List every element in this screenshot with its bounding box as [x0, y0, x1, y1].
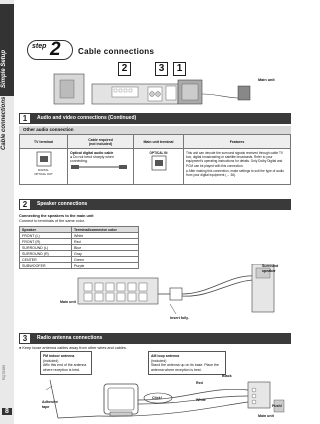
step-number: 2	[50, 39, 61, 60]
speaker-intro	[19, 214, 93, 224]
speaker-intro-title: Connecting the speakers to the main unit	[19, 214, 94, 218]
callout-3: 3	[155, 62, 168, 76]
am-antenna-title: AM loop antenna	[151, 354, 180, 358]
cable-text: Optical digital audio cable	[70, 151, 114, 155]
side-tab	[0, 0, 14, 424]
fm-antenna-text: Affix this end of the antenna where reception is best.	[43, 363, 87, 372]
callout-2: 2	[118, 62, 131, 76]
main-unit-label-top: Main unit	[258, 78, 275, 82]
am-antenna-sub: (included)	[151, 358, 167, 363]
section-2-header	[19, 199, 291, 210]
side-tab-section: Cable connections	[1, 96, 7, 150]
side-tab-title: Simple Setup	[1, 49, 7, 88]
features-text: This unit can decode the surround signals received through cable TV box, digital broadcasting or satellite broadcasts. Refer to your equipment's operating instructions for details. Only Dolby Digital and PCM can be played with this connection.	[186, 151, 284, 168]
push-label: Push!	[272, 404, 282, 408]
speaker-name: FRONT (R)	[20, 239, 72, 245]
callout-1: 1	[173, 62, 186, 76]
antenna-illustration	[38, 378, 290, 422]
audio-connection-table	[19, 134, 291, 185]
surround-speaker-label: Surround speaker	[262, 264, 279, 273]
section-2-title: Speaker connections	[37, 201, 88, 207]
section-3-header	[19, 333, 291, 344]
click-label: Click!	[152, 396, 162, 400]
speaker-name: SUBWOOFER	[20, 263, 72, 269]
unit-terminal-cell	[134, 149, 184, 185]
antenna-note-text: Keep loose antenna cables away from other wires and cables.	[22, 346, 127, 350]
red-wire-label: Red	[196, 381, 203, 385]
section-1-title: Audio and video connections (Continued)	[37, 115, 137, 121]
header-unit-terminal: Main unit terminal	[134, 135, 184, 149]
page-title: Cable connections	[78, 47, 155, 56]
speaker-color: Blue	[72, 245, 139, 251]
header-color: Terminal/connector color	[72, 227, 139, 233]
speaker-color: Purple	[72, 263, 139, 269]
doc-code: RQT8386	[2, 364, 6, 380]
cable-note: ● Do not bend sharply when connecting.	[70, 155, 114, 163]
main-unit-label-antenna: Main unit	[258, 414, 274, 418]
header-cable: Cable required (not included)	[68, 135, 134, 149]
section-3-number: 3	[19, 333, 31, 344]
tv-terminal-cell	[20, 149, 68, 185]
fm-antenna-title: FM indoor antenna	[43, 354, 75, 358]
table-header-row	[20, 135, 291, 149]
other-audio-subheader: Other audio connection	[19, 126, 291, 134]
unit-optical-in-label: OPTICAL IN	[149, 151, 168, 155]
header-speaker: Speaker	[20, 227, 72, 233]
am-antenna-box	[148, 351, 226, 375]
adhesive-tape-label: Adhesive tape	[42, 400, 58, 409]
optical-in-port-icon	[151, 155, 167, 171]
step-word: step	[32, 43, 47, 50]
speaker-color-table	[19, 226, 139, 269]
white-wire-label: White	[196, 398, 206, 402]
section-3-title: Radio antenna connections	[37, 335, 103, 341]
section-1-header	[19, 113, 291, 124]
section-1-number: 1	[19, 113, 31, 124]
features-note: ● After making this connection, make settings to suit the type of audio from your digital equipment (→ 36).	[186, 168, 284, 178]
black-wire-label: Black	[222, 374, 232, 378]
tv-optical-out-label: OPTICAL OUT	[34, 172, 53, 176]
header-features: Features	[184, 135, 291, 149]
features-cell	[184, 149, 291, 185]
am-antenna-text: Stand the antenna up on its base. Place the antenna where reception is best.	[151, 363, 219, 372]
tv-digital-label: DIGITAL	[38, 168, 49, 172]
speaker-color: Red	[72, 239, 139, 245]
speaker-color: Green	[72, 257, 139, 263]
table-row	[20, 149, 291, 185]
speaker-intro-text: Connect to terminals of the same color.	[19, 219, 85, 223]
main-unit-illustration	[52, 64, 280, 106]
optical-cable-icon	[70, 163, 128, 171]
fm-antenna-sub: (included)	[43, 358, 59, 363]
speaker-color: White	[72, 233, 139, 239]
optical-out-port-icon	[36, 151, 52, 167]
speaker-name: SURROUND (R)	[20, 251, 72, 257]
insert-fully-label: Insert fully.	[170, 316, 189, 320]
main-unit-label-speaker: Main unit	[60, 300, 76, 304]
antenna-note: ● Keep loose antenna cables away from other wires and cables.	[19, 346, 127, 350]
speaker-color: Gray	[72, 251, 139, 257]
page-number: 8	[2, 408, 12, 415]
speaker-name: CENTER	[20, 257, 72, 263]
step-badge	[27, 40, 73, 60]
features-note-text: After making this connection, make settings to suit the type of audio from your digital equipment (→ 36).	[186, 168, 284, 178]
header-tv-terminal: TV terminal	[20, 135, 68, 149]
cable-note-text: Do not bend sharply when connecting.	[70, 155, 114, 163]
cable-cell	[68, 149, 134, 185]
speaker-name: SURROUND (L)	[20, 245, 72, 251]
section-2-number: 2	[19, 199, 31, 210]
fm-antenna-box	[40, 351, 92, 375]
speaker-name: FRONT (L)	[20, 233, 72, 239]
